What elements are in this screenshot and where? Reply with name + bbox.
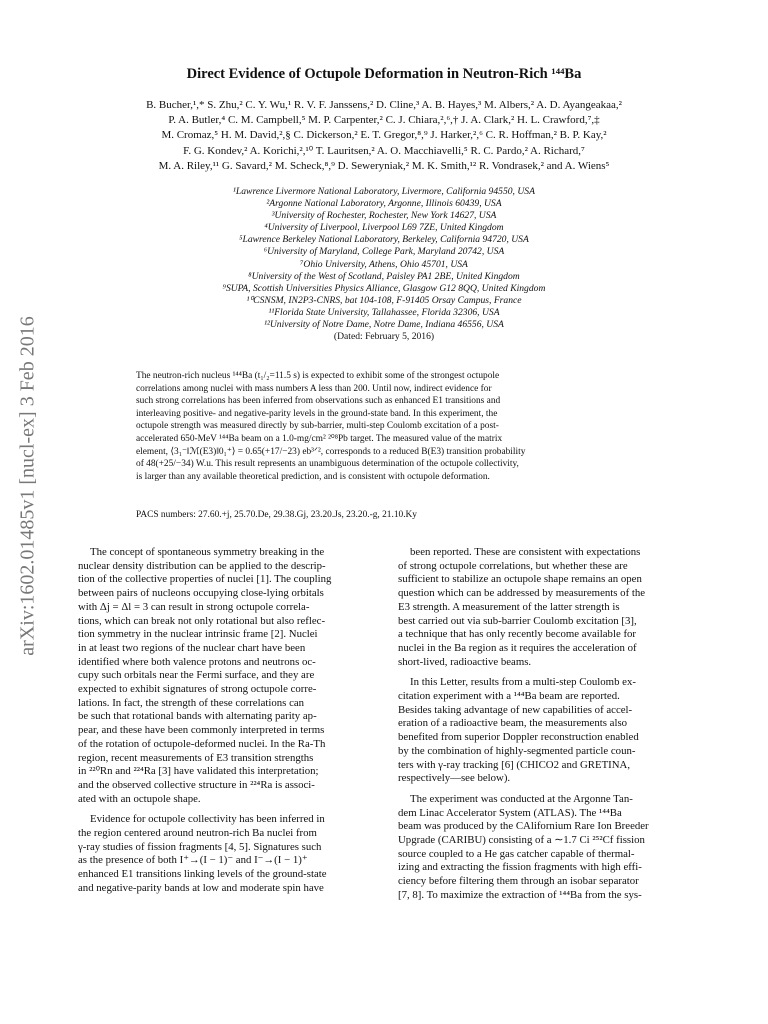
text-line: respectively—see below). — [398, 772, 511, 785]
abstract-line: element, ⟨3₁⁻‖ℳ(E3)‖0₁⁺⟩ = 0.65(+17/−23) eb³ᐟ², corresponds to a reduced B(E3) transition probability — [136, 446, 526, 457]
text-line: ciency before filtering them through an isobar separator — [398, 875, 639, 888]
affiliation: ⁹SUPA, Scottish Universities Physics Alliance, Glasgow G12 8QQ, United Kingdom — [222, 282, 546, 294]
text-line: In this Letter, results from a multi-step Coulomb ex- — [410, 676, 636, 689]
text-line: lations. In fact, the strength of these correlations can — [78, 696, 305, 709]
text-line: [7, 8]. To maximize the extraction of ¹⁴⁴Ba from the sys- — [398, 888, 642, 901]
author-line: M. Cromaz,⁵ H. M. David,²,§ C. Dickerson,² E. T. Gregor,⁸,⁹ J. Harker,²,⁶ C. R. Hoffman,² B. P. Kay,² — [161, 129, 607, 142]
affiliation-list — [90, 186, 678, 343]
affiliation: ²Argonne National Laboratory, Argonne, Illinois 60439, USA — [266, 198, 502, 210]
body-column-right — [398, 546, 696, 903]
text-line: identified where both valence protons and neutrons oc- — [78, 655, 316, 668]
text-line: tion symmetry in the nuclear intrinsic frame [2]. Nuclei — [78, 628, 318, 641]
body-column-left — [78, 546, 376, 896]
text-line: by the combination of highly-segmented particle coun- — [398, 744, 636, 757]
text-line: cupy such orbitals near the Fermi surface, and they are — [78, 669, 315, 682]
abstract-line: is larger than any available theoretical prediction, and is consistent with octupole deformation. — [136, 471, 490, 482]
text-line: best carried out via sub-barrier Coulomb excitation [3], — [398, 614, 637, 627]
affiliation: ⁴University of Liverpool, Liverpool L69 7ZE, United Kingdom — [264, 222, 504, 234]
pacs-numbers: PACS numbers: 27.60.+j, 25.70.De, 29.38.Gj, 23.20.Js, 23.20.-g, 21.10.Ky — [136, 510, 417, 520]
text-line: expected to exhibit signatures of strong octupole corre- — [78, 683, 317, 696]
paragraph — [78, 546, 376, 806]
affiliation: ⁵Lawrence Berkeley National Laboratory, Berkeley, California 94720, USA — [239, 234, 529, 246]
text-line: Besides taking advantage of new capabilities of accel- — [398, 703, 633, 716]
text-line: beam was produced by the CAlifornium Rare Ion Breeder — [398, 820, 649, 833]
text-line: nuclear density distribution can be applied to the descrip- — [78, 559, 326, 572]
text-line: been reported. These are consistent with expectations — [410, 546, 641, 558]
paragraph — [398, 793, 696, 903]
text-line: Upgrade (CARIBU) consisting of a ∼1.7 Ci ²⁵²Cf fission — [398, 834, 645, 847]
paper-title: Direct Evidence of Octupole Deformation in Neutron-Rich ¹⁴⁴Ba — [186, 66, 582, 82]
text-line: The concept of spontaneous symmetry breaking in the — [90, 546, 325, 558]
arxiv-identifier — [8, 276, 48, 696]
text-line: citation experiment with a ¹⁴⁴Ba beam are reported. — [398, 690, 620, 703]
text-line: region, recent measurements of E3 transition strengths — [78, 751, 314, 764]
abstract-line: octupole strength was measured directly by sub-barrier, multi-step Coulomb excitation of a post- — [136, 421, 499, 432]
text-line: tion of the collective properties of nuclei [1]. The coupling — [78, 573, 332, 586]
paragraph-gap — [398, 669, 696, 676]
text-line: Evidence for octupole collectivity has been inferred in — [90, 813, 325, 826]
abstract-line: of 48(+25/−34) W.u. This result represents an unambiguous determination of the octupole collectivity, — [136, 459, 519, 470]
affiliation: ⁸University of the West of Scotland, Paisley PA1 2BE, United Kingdom — [248, 270, 520, 282]
abstract-line: The neutron-rich nucleus ¹⁴⁴Ba (t₁/₂=11.5 s) is expected to exhibit some of the strongest octupole — [136, 371, 500, 381]
text-line: a technique that has only recently become available for — [398, 628, 637, 641]
text-line: izing and extracting the fission fragments with high effi- — [398, 861, 642, 874]
abstract-line: accelerated 650-MeV ¹⁴⁴Ba beam on a 1.0-mg/cm² ²⁰⁸Pb target. The measured value of the matrix — [136, 433, 503, 444]
arxiv-identifier-text: arXiv:1602.01485v1 [nucl-ex] 3 Feb 2016 — [16, 316, 39, 656]
text-line: in ²²⁰Rn and ²²⁴Ra [3] have validated this interpretation; — [78, 765, 319, 778]
author-line: B. Bucher,¹,* S. Zhu,² C. Y. Wu,¹ R. V. F. Janssens,² D. Cline,³ A. B. Hayes,³ M. Albers,² A. D. Ayangeakaa,² — [146, 99, 622, 111]
affiliation: ⁶University of Maryland, College Park, Maryland 20742, USA — [263, 246, 505, 258]
abstract-line: interleaving positive- and negative-parity levels in the ground-state band. In this experiment, the — [136, 408, 498, 419]
text-line: benefited from superior Doppler reconstruction enabled — [398, 731, 639, 744]
text-line: in at least two regions of the nuclear chart have been — [78, 641, 306, 654]
abstract-line: correlations among nuclei with mass numbers A less than 200. Until now, indirect evidence for — [136, 383, 492, 394]
text-line: source coupled to a He gas catcher capable of thermal- — [398, 847, 635, 860]
text-line: nuclei in the Ba region as it requires the acceleration of — [398, 641, 637, 654]
text-line: ated with an octupole shape. — [78, 792, 201, 805]
dated-line: (Dated: February 5, 2016) — [333, 331, 435, 343]
affiliation: ³University of Rochester, Rochester, New York 14627, USA — [271, 210, 497, 222]
text-line: γ-ray studies of fission fragments [4, 5]. Signatures such — [78, 840, 322, 853]
text-line: between pairs of nucleons occupying close-lying orbitals — [78, 587, 324, 600]
author-list — [70, 98, 698, 174]
author-line: P. A. Butler,⁴ C. M. Campbell,⁵ M. P. Carpenter,² C. J. Chiara,²,⁶,† J. A. Clark,² H. L. Crawford,⁷,‡ — [168, 114, 600, 127]
text-line: and the observed collective structure in ²²⁴Ra is associ- — [78, 778, 315, 791]
text-line: sufficient to stabilize an octupole shape remains an open — [398, 573, 642, 586]
paragraph-gap — [398, 786, 696, 793]
affiliation: ¹Lawrence Livermore National Laboratory, Livermore, California 94550, USA — [233, 186, 535, 197]
affiliation: ¹¹Florida State University, Tallahassee, Florida 32306, USA — [268, 306, 500, 318]
text-line: of strong octupole correlations, but whether these are — [398, 559, 628, 572]
text-line: pear, and these have been commonly interpreted in terms — [78, 724, 325, 737]
text-line: ters with γ-ray tracking [6] (CHICO2 and GRETINA, — [398, 758, 631, 771]
text-line: short-lived, radioactive beams. — [398, 655, 532, 668]
text-line: question which can be addressed by measurements of the — [398, 587, 646, 600]
text-line: as the presence of both I⁺→(I − 1)⁻ and I⁻→(I − 1)⁺ — [78, 854, 308, 867]
text-line: of the rotation of octupole-deformed nuclei. In the Ra-Th — [78, 737, 326, 750]
text-line: dem Linac Accelerator System (ATLAS). The ¹⁴⁴Ba — [398, 806, 622, 819]
text-line: with Δj = Δl = 3 can result in strong octupole correla- — [78, 600, 310, 613]
text-line: eration of a radioactive beam, the measurements also — [398, 717, 628, 730]
text-line: the region centered around neutron-rich Ba nuclei from — [78, 827, 317, 840]
author-line: M. A. Riley,¹¹ G. Savard,² M. Scheck,⁸,⁹ D. Seweryniak,² M. K. Smith,¹² R. Vondrasek,² and A. Wiens⁵ — [158, 159, 610, 172]
abstract — [136, 370, 634, 483]
author-line: F. G. Kondev,² A. Korichi,²,¹⁰ T. Lauritsen,² A. O. Macchiavelli,⁵ R. C. Pardo,² A. Richard,⁷ — [183, 144, 585, 157]
text-line: be such that rotational bands with alternating parity ap- — [78, 710, 317, 723]
paragraph — [398, 676, 696, 786]
text-line: enhanced E1 transitions linking levels of the ground-state — [78, 868, 327, 881]
text-line: The experiment was conducted at the Argonne Tan- — [410, 792, 633, 805]
abstract-line: such strong correlations has been inferred from observations such as enhanced E1 transitions and — [136, 396, 501, 407]
affiliation: ¹⁰CSNSM, IN2P3-CNRS, bat 104-108, F-91405 Orsay Campus, France — [246, 294, 522, 306]
affiliation: ⁷Ohio University, Athens, Ohio 45701, USA — [300, 258, 468, 270]
text-line: E3 strength. A measurement of the latter strength is — [398, 600, 620, 613]
text-line: and negative-parity bands at low and moderate spin have — [78, 881, 324, 894]
paragraph — [398, 546, 696, 669]
text-line: tions, which can break not only rotational but also reflec- — [78, 614, 326, 627]
affiliation: ¹²University of Notre Dame, Notre Dame, Indiana 46556, USA — [264, 319, 504, 331]
paragraph-gap — [78, 806, 376, 813]
paragraph — [78, 813, 376, 895]
